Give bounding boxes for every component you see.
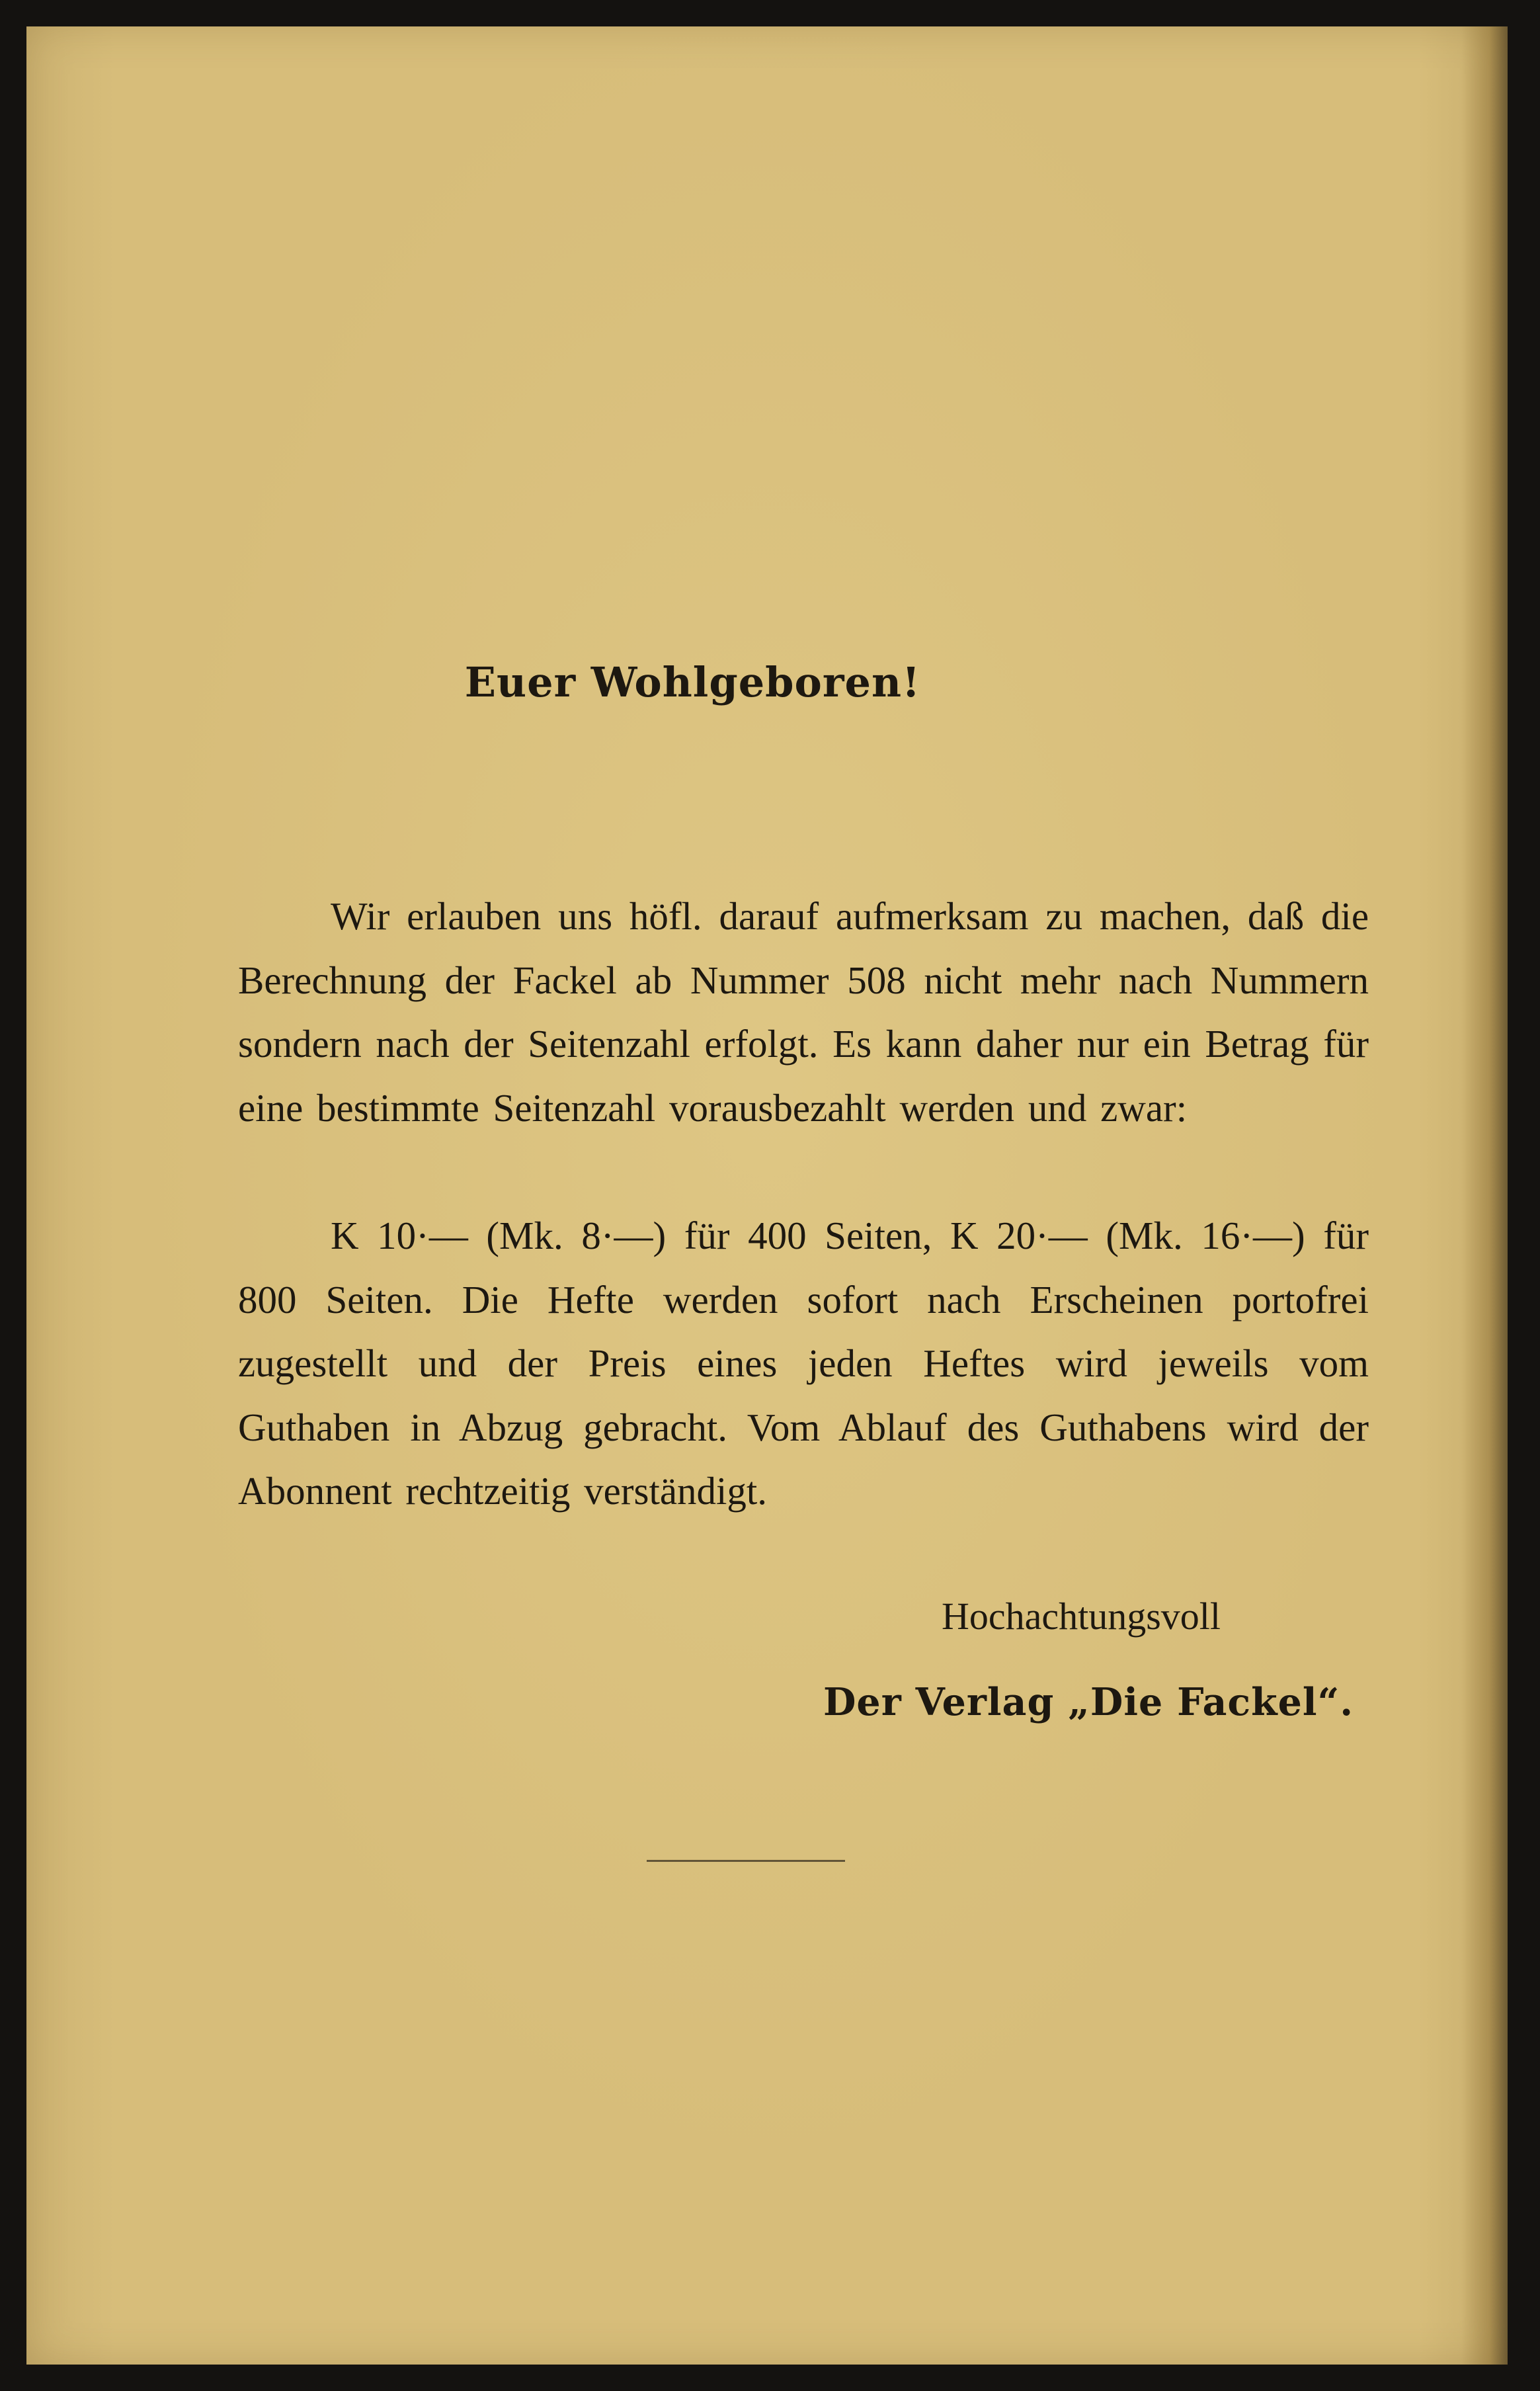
publisher-signature: Der Verlag „Die Fackel“. [823, 1680, 1354, 1724]
paragraph-billing-notice: Wir erlauben uns höfl. darauf aufmerksam zu machen, daß die Berechnung der Fackel ab Nummer 508 nicht mehr nach Nummern sondern nach der Seitenzahl erfolgt. Es kann daher nur ein Betrag für eine bestimmte Seitenzahl vorausbezahlt werden und zwar: [238, 894, 1369, 1130]
closing-formula: Hochachtungsvoll [942, 1595, 1221, 1638]
salutation-heading: Euer Wohlgeboren! [464, 658, 921, 706]
horizontal-rule [647, 1860, 845, 1862]
page-binding-edge [1461, 26, 1508, 2365]
document-page [26, 26, 1508, 2365]
paragraph-pricing: K 10·— (Mk. 8·—) für 400 Seiten, K 20·— (Mk. 16·—) für 800 Seiten. Die Hefte werden sofort nach Erscheinen portofrei zugestellt und der Preis eines jeden Heftes wird jeweils vom Guthaben in Abzug gebracht. Vom Ablauf des Guthabens wird der Abonnent rechtzeitig verständigt. [238, 1214, 1369, 1513]
